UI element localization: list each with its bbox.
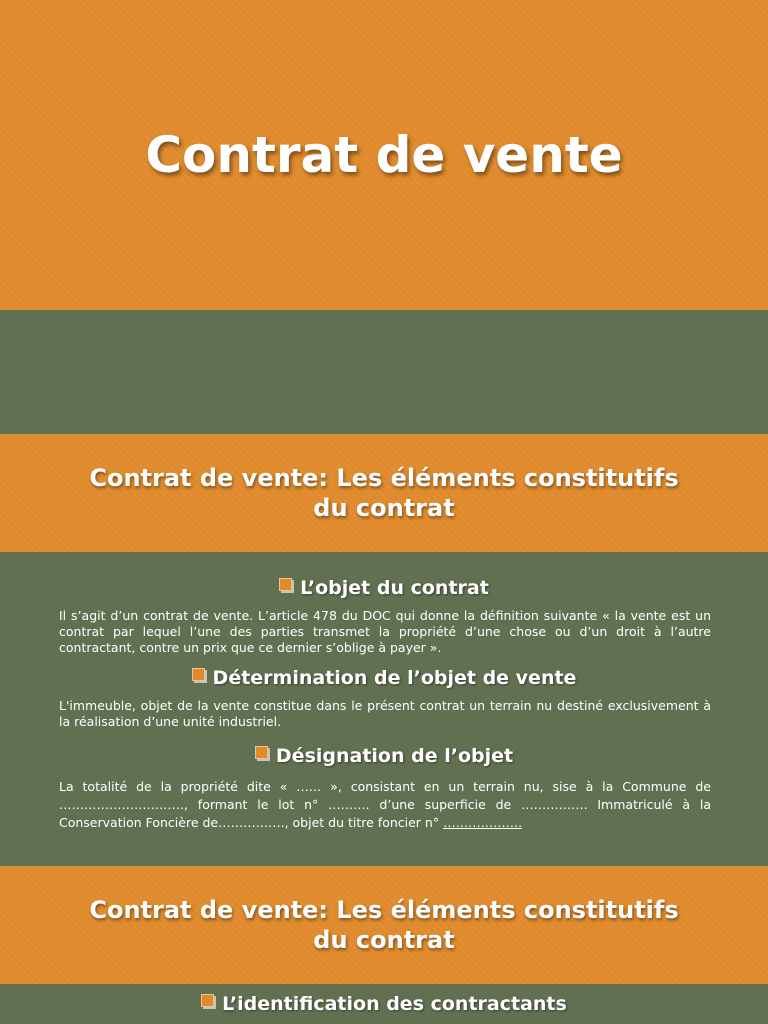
section-title-line2: du contrat: [313, 926, 455, 954]
paragraph-designation-objet: [59, 778, 711, 832]
square-bullet-icon: [279, 578, 292, 591]
section-banner: [0, 866, 768, 984]
square-bullet-icon: [192, 668, 205, 681]
designation-text: La totalité de la propriété dite « …… », consistant en un terrain nu, sise à la Commune de …………………………, formant le lot n° ………. d’une superficie de ……………. Immatriculé à la Conservation Foncière de……………., objet du titre foncier n°: [59, 779, 711, 830]
section-title-line1: Contrat de vente: Les éléments constitutifs: [89, 896, 679, 924]
slide-1: [0, 0, 768, 434]
section-title: [49, 463, 718, 523]
section-title: [49, 895, 718, 955]
heading-designation-objet: [0, 744, 768, 768]
paragraph-objet-contrat: Il s’agit d’un contrat de vente. L’article 478 du DOC qui donne la définition suivante « la vente est un contrat par lequel l’une des parties transmet la propriété d’une chose ou d’un droit à l’autre contractant, contre un prix que ce dernier s’oblige à payer ».: [59, 608, 711, 655]
heading-label: L’objet du contrat: [300, 577, 489, 599]
slide-2-body: [0, 552, 768, 866]
square-bullet-icon: [201, 994, 214, 1007]
section-banner: [0, 434, 768, 552]
title-banner: [0, 0, 768, 310]
heading-label: Désignation de l’objet: [275, 745, 514, 767]
heading-determination-objet: [0, 666, 768, 690]
section-title-line1: Contrat de vente: Les éléments constitutifs: [89, 464, 679, 492]
heading-identification-contractants: [0, 992, 768, 1016]
slide-3: [0, 866, 768, 1024]
heading-label: L’identification des contractants: [222, 993, 567, 1015]
heading-label: Détermination de l’objet de vente: [212, 667, 577, 689]
paragraph-determination-objet: L'immeuble, objet de la vente constitue dans le présent contrat un terrain nu destiné exclusivement à la réalisation d’une unité industriel.: [59, 698, 711, 729]
square-bullet-icon: [255, 746, 268, 759]
slide-1-body: [0, 310, 768, 434]
page-title: Contrat de vente: [145, 126, 623, 184]
titre-foncier-placeholder: ……………….: [443, 815, 523, 830]
slide-3-body: [0, 984, 768, 1024]
slide-2: [0, 434, 768, 866]
heading-objet-contrat: [0, 576, 768, 600]
section-title-line2: du contrat: [313, 494, 455, 522]
